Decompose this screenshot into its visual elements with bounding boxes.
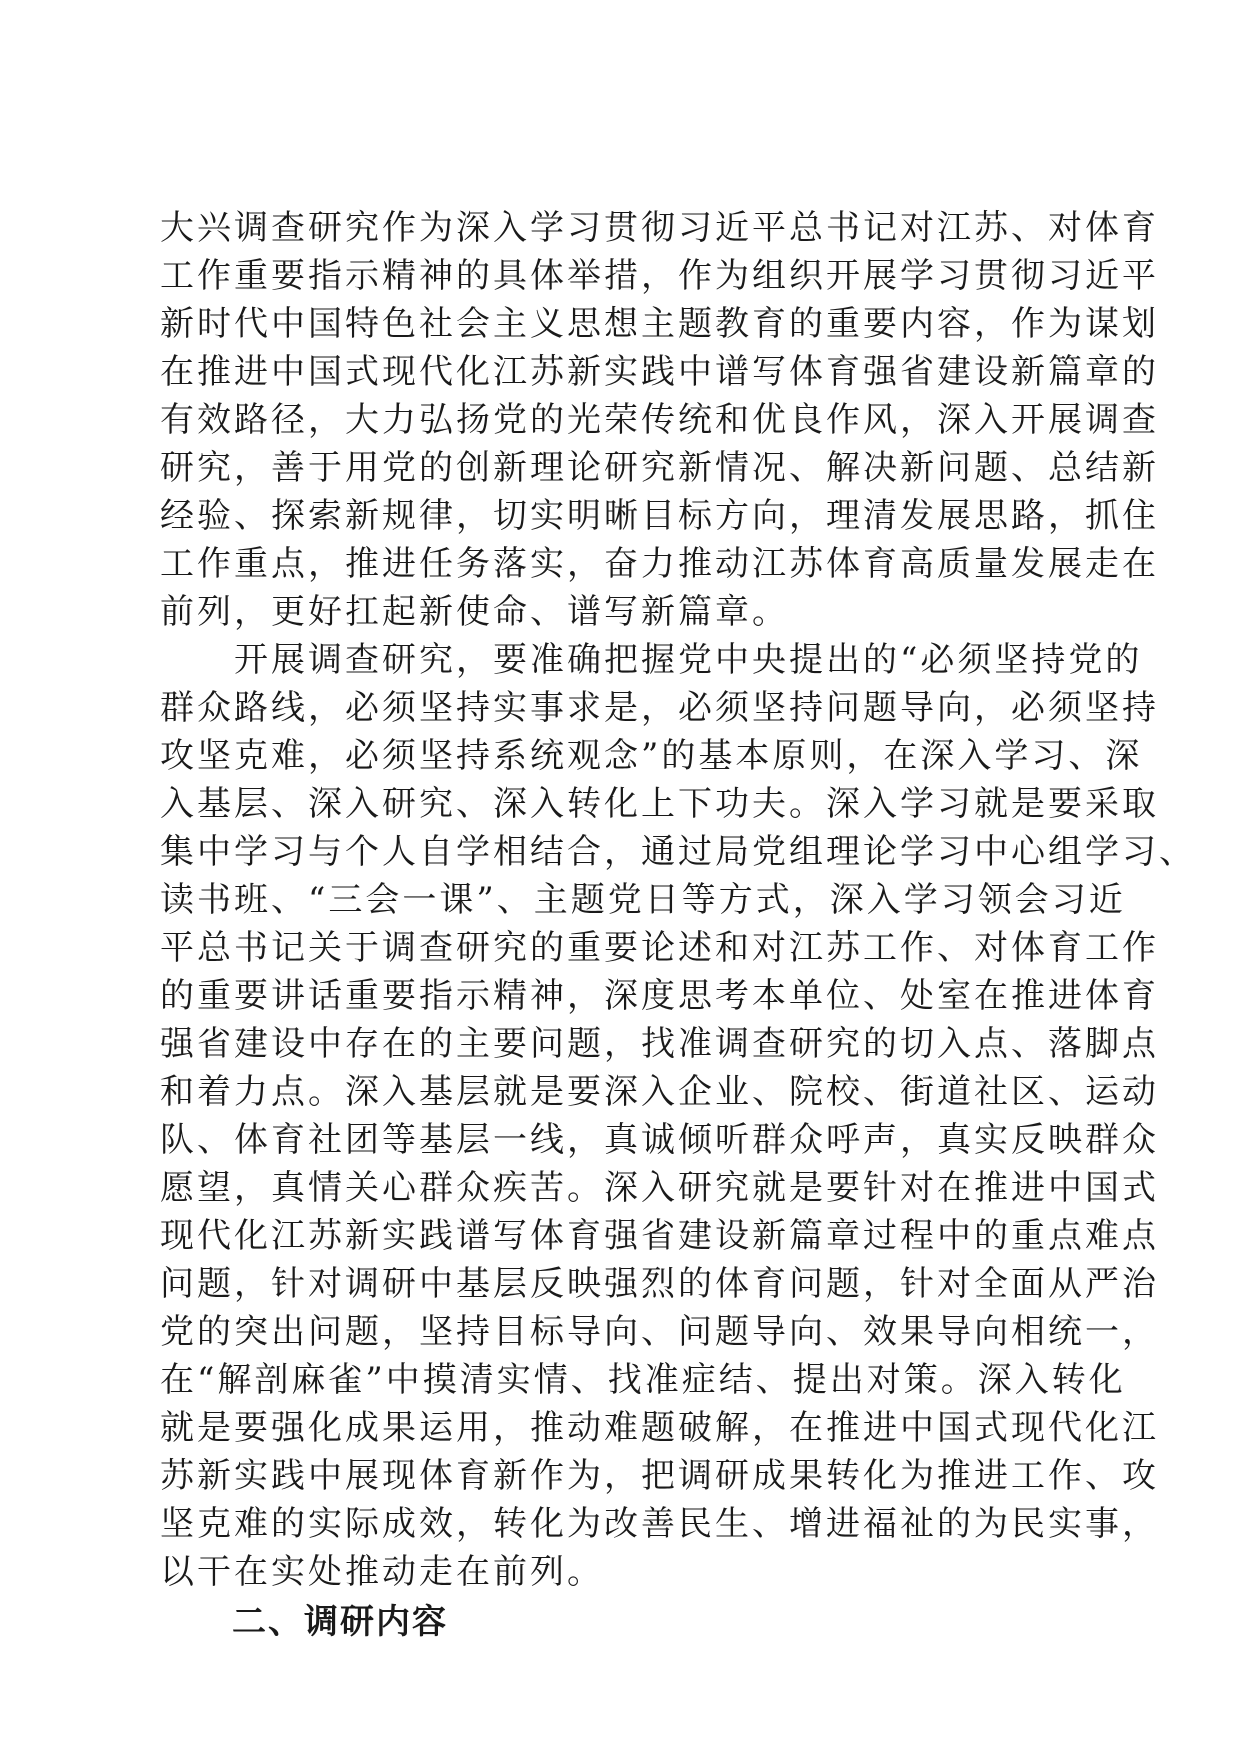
paragraph-line: 愿望，真情关心群众疾苦。深入研究就是要针对在推进中国式 — [160, 1168, 1159, 1208]
paragraph-1 — [160, 204, 1159, 636]
paragraph-line: 读书班、“三会一课”、主题党日等方式，深入学习领会习近 — [160, 880, 1126, 920]
paragraph-line: 强省建设中存在的主要问题，找准调查研究的切入点、落脚点 — [160, 1024, 1159, 1064]
paragraph-line: 群众路线，必须坚持实事求是，必须坚持问题导向，必须坚持 — [160, 688, 1159, 728]
paragraph-line: 经验、探索新规律，切实明晰目标方向，理清发展思路，抓住 — [160, 496, 1159, 536]
paragraph-line: 前列，更好扛起新使命、谱写新篇章。 — [160, 592, 789, 632]
paragraph-line: 就是要强化成果运用，推动难题破解，在推进中国式现代化江 — [160, 1408, 1159, 1448]
paragraph-line: 大兴调查研究作为深入学习贯彻习近平总书记对江苏、对体育 — [160, 208, 1159, 248]
paragraph-line: 现代化江苏新实践谱写体育强省建设新篇章过程中的重点难点 — [160, 1216, 1159, 1256]
paragraph-2 — [160, 636, 1196, 1596]
paragraph-line: 攻坚克难，必须坚持系统观念”的基本原则，在深入学习、深 — [160, 736, 1143, 776]
paragraph-line: 有效路径，大力弘扬党的光荣传统和优良作风，深入开展调查 — [160, 400, 1159, 440]
paragraph-line: 集中学习与个人自学相结合，通过局党组理论学习中心组学习、 — [160, 832, 1196, 872]
paragraph-line: 工作重点，推进任务落实，奋力推动江苏体育高质量发展走在 — [160, 544, 1159, 584]
paragraph-line: 研究，善于用党的创新理论研究新情况、解决新问题、总结新 — [160, 448, 1159, 488]
paragraph-line: 入基层、深入研究、深入转化上下功夫。深入学习就是要采取 — [160, 784, 1159, 824]
paragraph-line: 在推进中国式现代化江苏新实践中谱写体育强省建设新篇章的 — [160, 352, 1159, 392]
paragraph-line: 在“解剖麻雀”中摸清实情、找准症结、提出对策。深入转化 — [160, 1360, 1126, 1400]
paragraph-line: 新时代中国特色社会主义思想主题教育的重要内容，作为谋划 — [160, 304, 1159, 344]
paragraph-line: 坚克难的实际成效，转化为改善民生、增进福祉的为民实事， — [160, 1504, 1159, 1544]
section-heading: 二、调研内容 — [160, 1602, 448, 1642]
paragraph-line: 问题，针对调研中基层反映强烈的体育问题，针对全面从严治 — [160, 1264, 1159, 1304]
paragraph-line: 开展调查研究，要准确把握党中央提出的“必须坚持党的 — [160, 640, 1143, 680]
paragraph-line: 和着力点。深入基层就是要深入企业、院校、街道社区、运动 — [160, 1072, 1159, 1112]
document-body — [160, 204, 1196, 1646]
paragraph-line: 队、体育社团等基层一线，真诚倾听群众呼声，真实反映群众 — [160, 1120, 1159, 1160]
paragraph-line: 平总书记关于调查研究的重要论述和对江苏工作、对体育工作 — [160, 928, 1159, 968]
paragraph-line: 的重要讲话重要指示精神，深度思考本单位、处室在推进体育 — [160, 976, 1159, 1016]
paragraph-line: 以干在实处推动走在前列。 — [160, 1552, 604, 1592]
paragraph-line: 苏新实践中展现体育新作为，把调研成果转化为推进工作、攻 — [160, 1456, 1159, 1496]
paragraph-line: 工作重要指示精神的具体举措，作为组织开展学习贯彻习近平 — [160, 256, 1159, 296]
paragraph-line: 党的突出问题，坚持目标导向、问题导向、效果导向相统一， — [160, 1312, 1159, 1352]
